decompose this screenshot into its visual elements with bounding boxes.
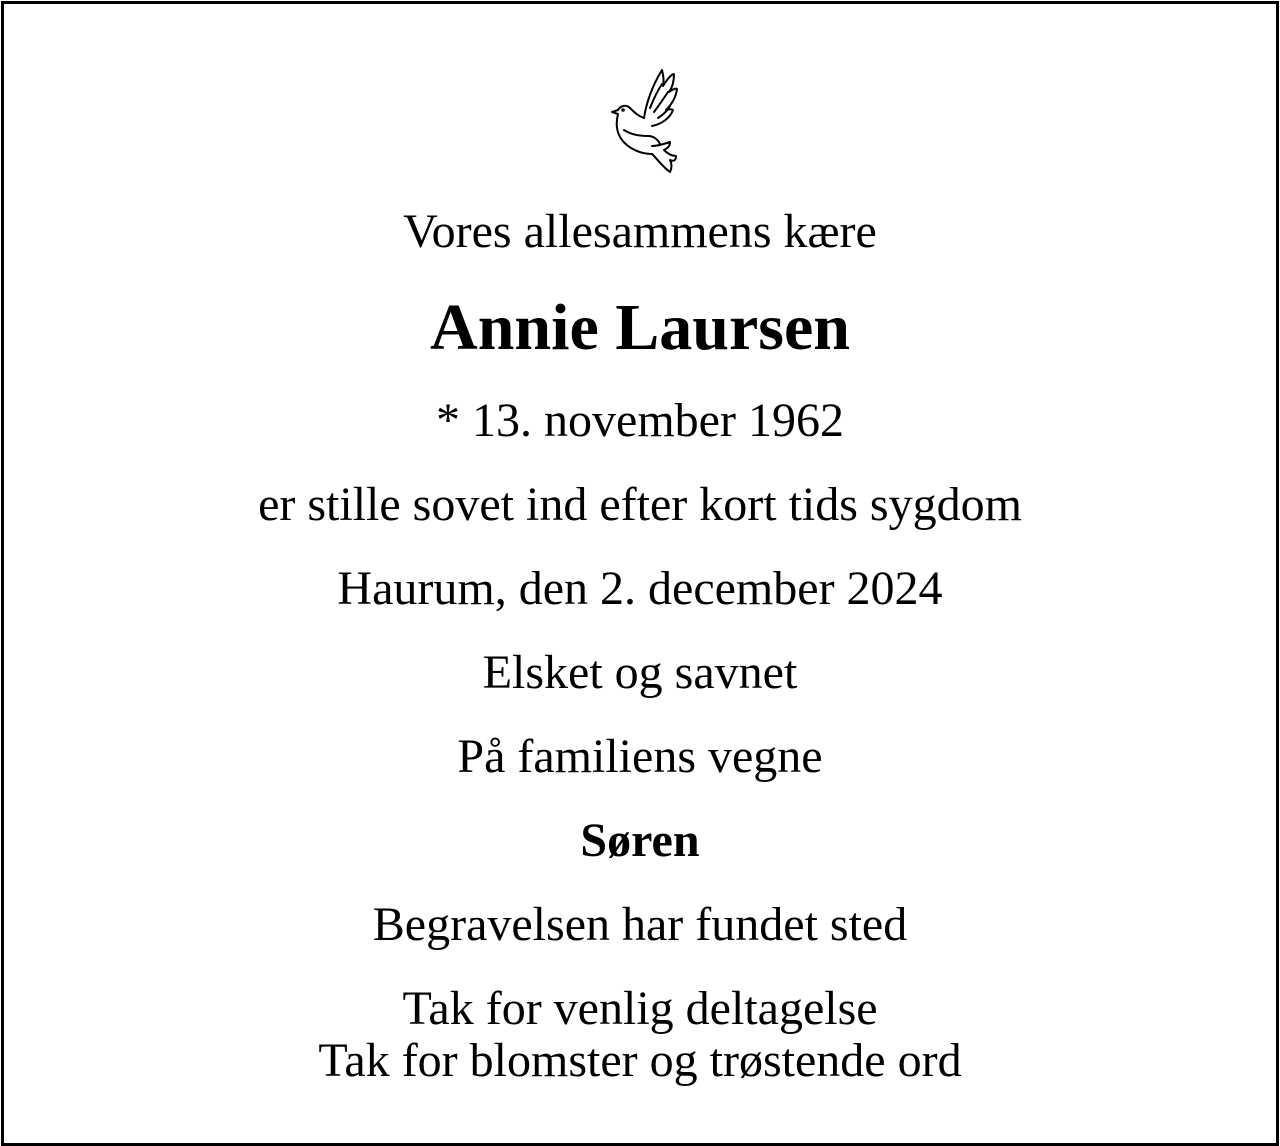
dove-icon [606,64,682,176]
obituary-notice [1,1,1279,1146]
on-behalf-line: På familiens vegne [457,730,823,783]
signer-name: Søren [580,814,700,867]
thanks-line-1: Tak for venlig deltagelse [402,982,878,1035]
birth-date: * 13. november 1962 [436,394,844,447]
love-line: Elsket og savnet [482,646,798,699]
intro-line: Vores allesammens kære [403,205,877,258]
thanks-line-2: Tak for blomster og trøstende ord [318,1034,962,1087]
place-date: Haurum, den 2. december 2024 [337,562,943,615]
passing-line: er stille sovet ind efter kort tids sygdom [258,478,1022,531]
funeral-line: Begravelsen har fundet sted [372,898,908,951]
deceased-name: Annie Laursen [430,291,850,364]
